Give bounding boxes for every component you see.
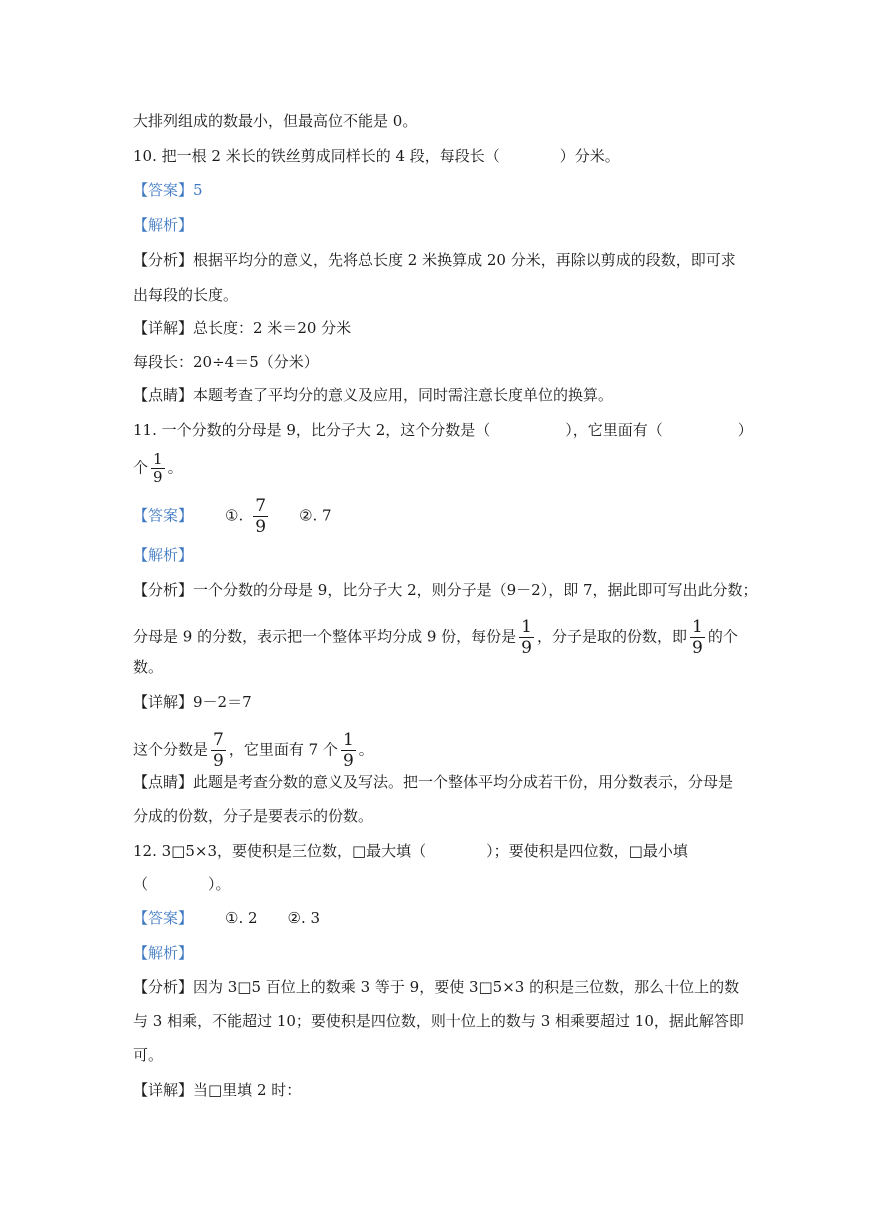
analysis-line: 【分析】一个分数的分母是 9，比分子大 2，则分子是（9－2），即 7，据此即可写出此分数；: [133, 581, 758, 599]
denominator: 9: [213, 751, 224, 771]
question-10: 10. 把一根 2 米长的铁丝剪成同样长的 4 段，每段长（ ）分米。: [133, 147, 620, 165]
numerator: 7: [255, 496, 267, 516]
denominator: 9: [255, 517, 267, 537]
fraction-one-ninth: [690, 617, 705, 658]
answer-tag: 【答案】: [133, 181, 194, 199]
detail-line: 【详解】总长度：2 米＝20 分米: [133, 319, 352, 337]
fraction-seven-ninths: [211, 730, 226, 771]
detail-line: [133, 730, 374, 771]
text-fragment: 。: [167, 458, 183, 477]
text-fragment: 个: [133, 458, 149, 477]
numerator: 1: [342, 730, 354, 750]
numerator: 1: [153, 450, 163, 468]
text-fragment: 的个: [707, 627, 738, 646]
analysis-line: 可。: [133, 1046, 164, 1064]
answer-line: [133, 496, 332, 537]
detail-line: 【详解】当□里填 2 时：: [133, 1081, 302, 1099]
analysis-line: 出每段的长度。: [133, 286, 239, 304]
text-fragment: 这个分数是: [133, 740, 209, 759]
text-fragment: ，分子是取的份数，即: [537, 627, 688, 646]
answer-tag: 【答案】: [133, 506, 194, 525]
answer-value: 5: [193, 181, 203, 199]
question-12-cont: （ ）。: [133, 875, 231, 893]
answer-values: ①. 2 ②. 3: [225, 909, 321, 927]
jiexi-tag: 【解析】: [133, 944, 194, 962]
comment-line: 【点睛】本题考查了平均分的意义及应用，同时需注意长度单位的换算。: [133, 386, 614, 404]
numerator: 1: [692, 617, 703, 637]
answer-line: [133, 180, 203, 200]
fraction-one-ninth: [341, 730, 356, 771]
text-line: 大排列组成的数最小，但最高位不能是 0。: [133, 112, 418, 130]
question-12: 12. 3□5×3，要使积是三位数，□最大填（ ）；要使积是四位数，□最小填: [133, 842, 688, 860]
fraction-one-ninth: [519, 617, 534, 658]
analysis-line: 数。: [133, 658, 164, 676]
text-fragment: 分母是 9 的分数，表示把一个整体平均分成 9 份，每份是: [133, 627, 517, 646]
analysis-line: 与 3 相乘，不能超过 10；要使积是四位数，则十位上的数与 3 相乘要超过 10，据此解答即: [133, 1012, 744, 1030]
text-fragment: 。: [358, 740, 374, 759]
detail-line: 【详解】9－2＝7: [133, 693, 252, 711]
jiexi-tag: 【解析】: [133, 216, 194, 234]
question-11-cont: [133, 451, 183, 486]
answer-label-1: ①.: [225, 506, 244, 525]
numerator: 1: [521, 617, 532, 637]
comment-line: 分成的份数，分子是要表示的份数。: [133, 807, 374, 825]
fraction-one-ninth: [151, 451, 165, 486]
denominator: 9: [153, 468, 163, 486]
comment-line: 【点睛】此题是考查分数的意义及写法。把一个整体平均分成若干份，用分数表示，分母是: [133, 773, 734, 791]
jiexi-tag: 【解析】: [133, 546, 194, 564]
question-11: 11. 一个分数的分母是 9，比分子大 2，这个分数是（ ），它里面有（ ）: [133, 421, 753, 439]
answer-value-2: ②. 7: [299, 506, 332, 525]
analysis-line: 【分析】因为 3□5 百位上的数乘 3 等于 9，要使 3□5×3 的积是三位数，那么十位上的数: [133, 978, 740, 996]
analysis-line: 【分析】根据平均分的意义，先将总长度 2 米换算成 20 分米，再除以剪成的段数，即可求: [133, 251, 736, 269]
numerator: 7: [213, 730, 224, 750]
analysis-line: [133, 617, 738, 658]
text-fragment: ，它里面有 7 个: [228, 740, 338, 759]
answer-line: [133, 908, 320, 928]
denominator: 9: [521, 638, 532, 658]
detail-line: 每段长：20÷4＝5（分米）: [133, 353, 319, 371]
denominator: 9: [692, 638, 703, 658]
denominator: 9: [342, 751, 354, 771]
answer-tag: 【答案】: [133, 909, 194, 927]
fraction-seven-ninths: [253, 496, 268, 537]
